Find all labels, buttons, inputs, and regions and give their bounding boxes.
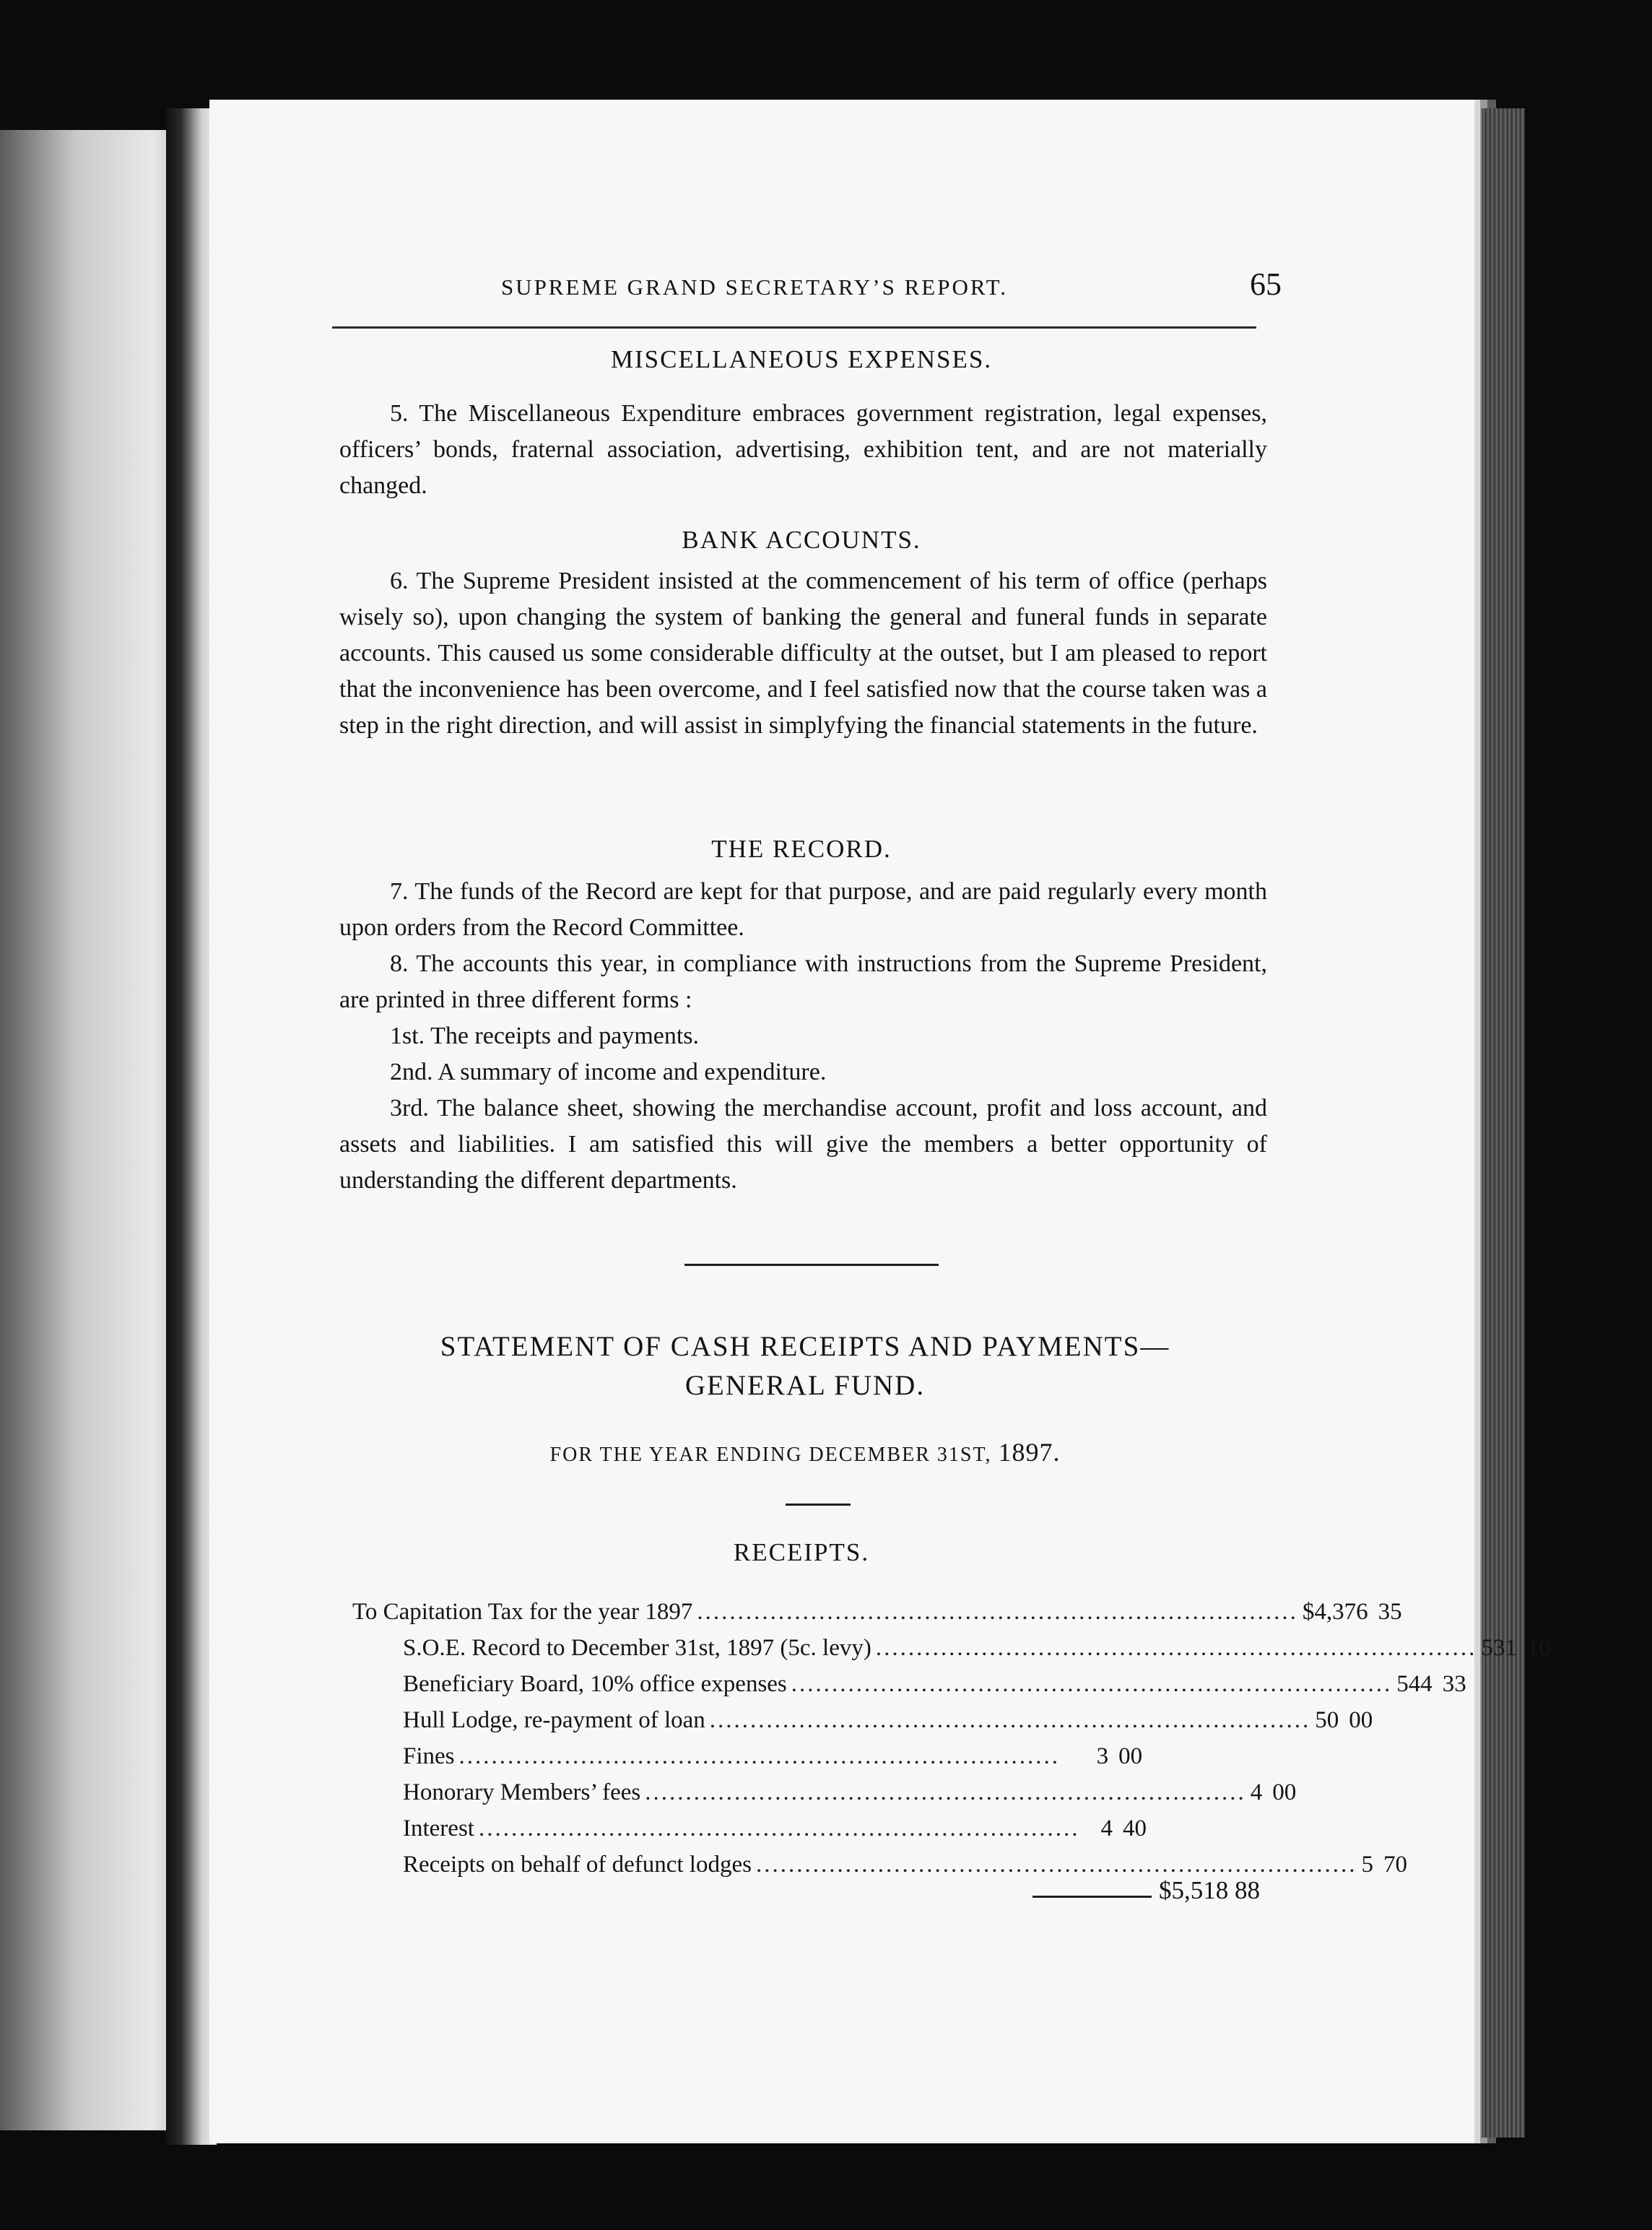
list-item-3rd: 3rd. The balance sheet, showing the merchandise account, profit and loss account, and assets and liabilities. I am satisfied this will give the members a better opportunity of understanding the different departments.	[339, 1095, 1267, 1194]
receipt-label: Hull Lodge, re-payment of loan	[403, 1707, 705, 1733]
statement-subtitle-text: FOR THE YEAR ENDING DECEMBER 31ST,	[549, 1444, 992, 1466]
receipt-cents: 33	[1442, 1671, 1466, 1697]
statement-title-line2: GENERAL FUND.	[684, 1370, 926, 1401]
paragraph-5: 5. The Miscellaneous Expenditure embraces government registration, legal expenses, officers’ bonds, fraternal association, advertising, exhibition tent, and are not materially changed.	[339, 400, 1267, 499]
receipt-label: Receipts on behalf of defunct lodges	[403, 1852, 752, 1878]
running-head-title: SUPREME GRAND SECRETARY’S REPORT.	[500, 274, 1009, 300]
receipt-label: Interest	[403, 1815, 474, 1841]
leader-dots: ..........................................................................	[709, 1707, 1311, 1733]
receipt-cents: 40	[1123, 1815, 1147, 1841]
receipt-cents: 70	[1383, 1852, 1407, 1878]
table-row	[403, 1774, 1297, 1810]
receipt-cents: 00	[1272, 1779, 1297, 1805]
page-edges	[1482, 108, 1525, 2138]
table-row	[403, 1810, 1147, 1847]
heading-misc-expenses: MISCELLANEOUS EXPENSES.	[610, 345, 993, 373]
heading-the-record: THE RECORD.	[711, 835, 892, 863]
receipt-cents: 00	[1349, 1707, 1373, 1733]
receipt-dollars: 5	[1361, 1852, 1373, 1878]
receipt-cents: 00	[1118, 1743, 1143, 1769]
receipt-dollars: 3	[1096, 1743, 1109, 1769]
table-row	[352, 1594, 1402, 1630]
statement-subtitle-year: 1897.	[998, 1438, 1061, 1467]
leader-dots: ..........................................................................	[755, 1852, 1357, 1878]
receipt-dollars: 50	[1315, 1707, 1339, 1733]
total-rule	[1032, 1896, 1152, 1898]
leader-dots: ..........................................................................	[791, 1671, 1393, 1697]
receipt-dollars: 4	[1250, 1779, 1263, 1805]
leader-dots: ..........................................................................	[458, 1743, 1061, 1769]
statement-subtitle	[339, 1437, 1271, 1467]
leader-dots: ..........................................................................	[875, 1635, 1477, 1661]
receipt-dollars: 4	[1100, 1815, 1113, 1841]
list-item-1st: 1st. The receipts and payments.	[390, 1023, 700, 1049]
leader-dots: ..........................................................................	[478, 1815, 1080, 1841]
receipt-label: Honorary Members’ fees	[403, 1779, 641, 1805]
statement-title-line1: STATEMENT OF CASH RECEIPTS AND PAYMENTS—	[440, 1331, 1170, 1362]
receipt-label: Fines	[403, 1743, 455, 1769]
receipt-cents: 35	[1378, 1599, 1402, 1625]
table-row	[403, 1666, 1466, 1702]
paragraph-7: 7. The funds of the Record are kept for that purpose, and are paid regularly every month upon orders from the Record Committee.	[339, 878, 1267, 941]
receipt-dollars: $4,376	[1302, 1599, 1368, 1625]
table-row	[403, 1847, 1407, 1883]
receipt-label: Beneficiary Board, 10% office expenses	[403, 1671, 787, 1697]
short-divider	[786, 1504, 851, 1506]
receipt-dollars: 531	[1481, 1635, 1517, 1661]
table-row	[403, 1738, 1147, 1774]
receipts-total: $5,518 88	[1159, 1876, 1260, 1904]
header-rule	[332, 326, 1256, 329]
page-number: 65	[1250, 266, 1282, 302]
receipt-cents: 10	[1526, 1635, 1551, 1661]
leader-dots: ..........................................................................	[645, 1779, 1246, 1805]
heading-bank-accounts: BANK ACCOUNTS.	[682, 526, 921, 554]
running-head	[307, 266, 1282, 303]
paragraph-6: 6. The Supreme President insisted at the commencement of his term of office (perhaps wisely so), upon changing the system of banking the general and funeral funds in separate accounts. This caused us some considerable difficulty at the outset, but I am pleased to report that the inconvenience has been overcome, and I feel satisfied now that the course taken was a step in the right direction, and will assist in simplyfying the financial statements in the future.	[339, 568, 1267, 739]
table-row	[403, 1702, 1373, 1738]
list-item-2nd: 2nd. A summary of income and expenditure.	[390, 1059, 827, 1085]
receipt-label: To Capitation Tax for the year 1897	[352, 1599, 693, 1625]
receipt-label: S.O.E. Record to December 31st, 1897 (5c. levy)	[403, 1635, 871, 1661]
left-page-edge	[0, 130, 189, 2130]
receipt-dollars: 544	[1396, 1671, 1433, 1697]
section-divider	[684, 1264, 939, 1266]
receipts-heading: RECEIPTS.	[733, 1538, 870, 1566]
paragraph-8: 8. The accounts this year, in compliance with instructions from the Supreme President, are printed in three different forms :	[339, 950, 1267, 1013]
leader-dots: ..........................................................................	[697, 1599, 1298, 1625]
table-row	[403, 1630, 1551, 1666]
